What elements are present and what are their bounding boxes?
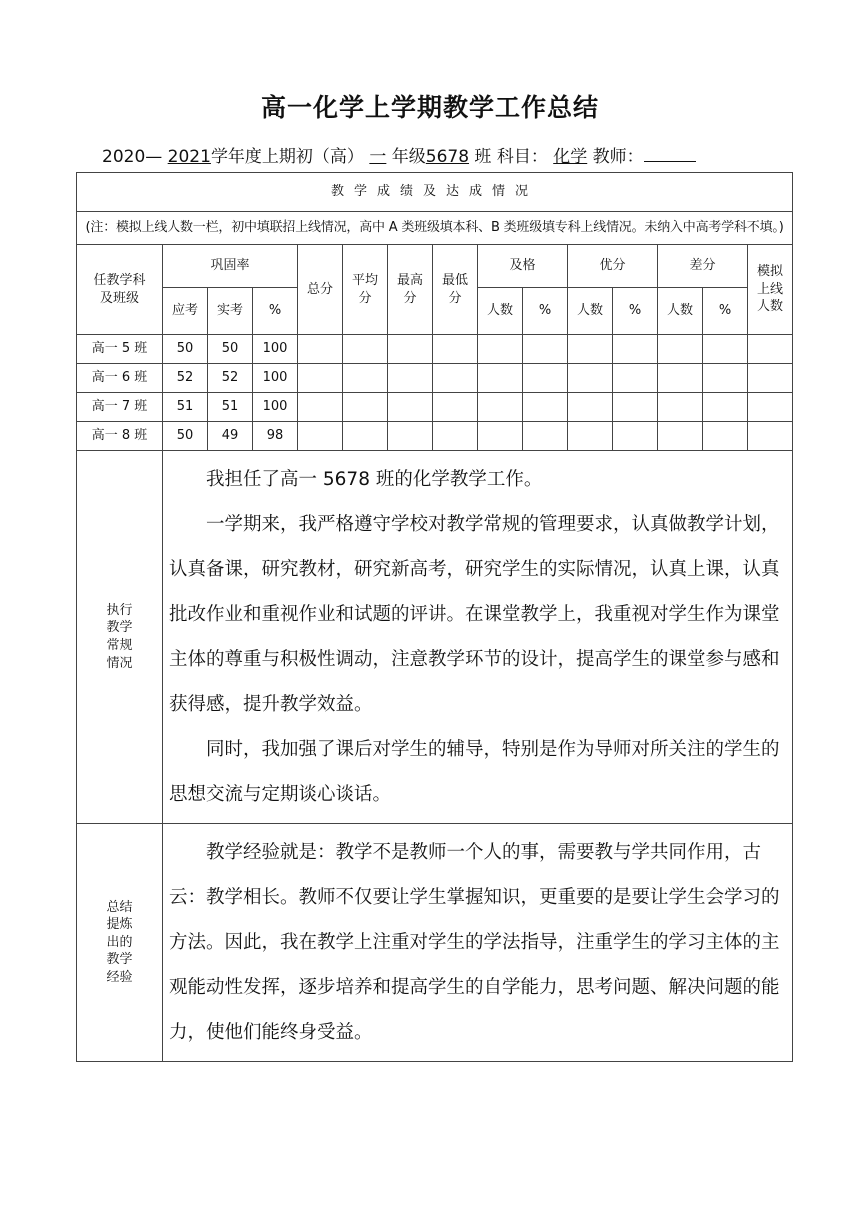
teacher-label: 教师： <box>592 147 644 167</box>
header-excellent-pct: % <box>613 288 658 335</box>
term-label: 学年度上期初（高） <box>210 147 364 167</box>
row-actual: 52 <box>208 364 253 393</box>
header-max: 最高 分 <box>388 245 433 335</box>
row-actual: 51 <box>208 393 253 422</box>
grade-value: 一 <box>369 147 387 167</box>
row-should: 52 <box>163 364 208 393</box>
header-consolidation: 巩固率 <box>163 245 298 288</box>
row-pct: 100 <box>253 335 298 364</box>
header-mock: 模拟 上线 人数 <box>748 245 793 335</box>
year-dash: — <box>145 147 163 167</box>
row-pct: 100 <box>253 393 298 422</box>
header-min: 最低 分 <box>433 245 478 335</box>
row-should: 50 <box>163 422 208 451</box>
header-pass-pct: % <box>523 288 568 335</box>
header-class: 任教学科 及班级 <box>77 245 163 335</box>
routine-paragraph: 我担任了高一 5678 班的化学教学工作。 <box>206 469 543 490</box>
routine-paragraph: 一学期来，我严格遵守学校对教学常规的管理要求，认真做教学计划，认真备课，研究教材，研究新高考，研究学生的实际情况，认真上课，认真批改作业和重视作业和试题的评讲。在课堂教学上，我重视对学生作为课堂主体的尊重与积极性调动，注意教学环节的设计，提高学生的课堂参与感和获得感，提升教学效益。 <box>169 514 780 715</box>
row-class: 高一 5 班 <box>77 335 163 364</box>
row-class: 高一 7 班 <box>77 393 163 422</box>
header-poor: 差分 <box>658 245 748 288</box>
year-end: 2021 <box>167 147 211 167</box>
experience-text <box>163 824 793 1062</box>
header-should: 应考 <box>163 288 208 335</box>
routine-paragraph: 同时，我加强了课后对学生的辅导，特别是作为导师对所关注的学生的思想交流与定期谈心谈话。 <box>169 739 780 805</box>
class-subject-label: 班 科目： <box>474 147 548 167</box>
row-actual: 50 <box>208 335 253 364</box>
header-average: 平均 分 <box>343 245 388 335</box>
header-actual: 实考 <box>208 288 253 335</box>
info-line <box>102 142 696 167</box>
row-should: 50 <box>163 335 208 364</box>
routine-section <box>77 451 793 824</box>
experience-paragraph: 教学经验就是：教学不是教师一个人的事，需要教与学共同作用，古云：教学相长。教师不仅要让学生掌握知识，更重要的是要让学生会学习的方法。因此，我在教学上注重对学生的学法指导，注重学生的学习主体的主观能动性发挥，逐步培养和提高学生的自学能力，思考问题、解决问题的能力，使他们能终身受益。 <box>169 842 780 1043</box>
section-note: (注：模拟上线人数一栏，初中填联招上线情况，高中 A 类班级填本科、B 类班级填专科上线情况。未纳入中高考学科不填。) <box>77 212 793 245</box>
row-should: 51 <box>163 393 208 422</box>
teacher-blank <box>644 145 696 162</box>
header-poor-count: 人数 <box>658 288 703 335</box>
row-class: 高一 6 班 <box>77 364 163 393</box>
header-excellent: 优分 <box>568 245 658 288</box>
header-pass-count: 人数 <box>478 288 523 335</box>
header-pass: 及格 <box>478 245 568 288</box>
table-row <box>77 364 793 393</box>
year-start: 2020 <box>102 147 146 167</box>
document-title: 高一化学上学期教学工作总结 <box>260 93 599 122</box>
table-row <box>77 335 793 364</box>
table-row <box>77 422 793 451</box>
header-pct: % <box>253 288 298 335</box>
routine-text <box>163 451 793 824</box>
results-table <box>76 172 793 1062</box>
header-poor-pct: % <box>703 288 748 335</box>
grade-label: 年级 <box>391 147 426 167</box>
experience-section <box>77 824 793 1062</box>
row-class: 高一 8 班 <box>77 422 163 451</box>
class-value: 5678 <box>425 147 470 167</box>
section-title: 教学成绩及达成情况 <box>77 173 793 212</box>
header-excellent-count: 人数 <box>568 288 613 335</box>
routine-label: 执行 教学 常规 情况 <box>77 451 163 824</box>
experience-label: 总结 提炼 出的 教学 经验 <box>77 824 163 1062</box>
row-pct: 98 <box>253 422 298 451</box>
row-pct: 100 <box>253 364 298 393</box>
row-actual: 49 <box>208 422 253 451</box>
header-total: 总分 <box>298 245 343 335</box>
table-row <box>77 393 793 422</box>
subject-value: 化学 <box>553 147 588 167</box>
